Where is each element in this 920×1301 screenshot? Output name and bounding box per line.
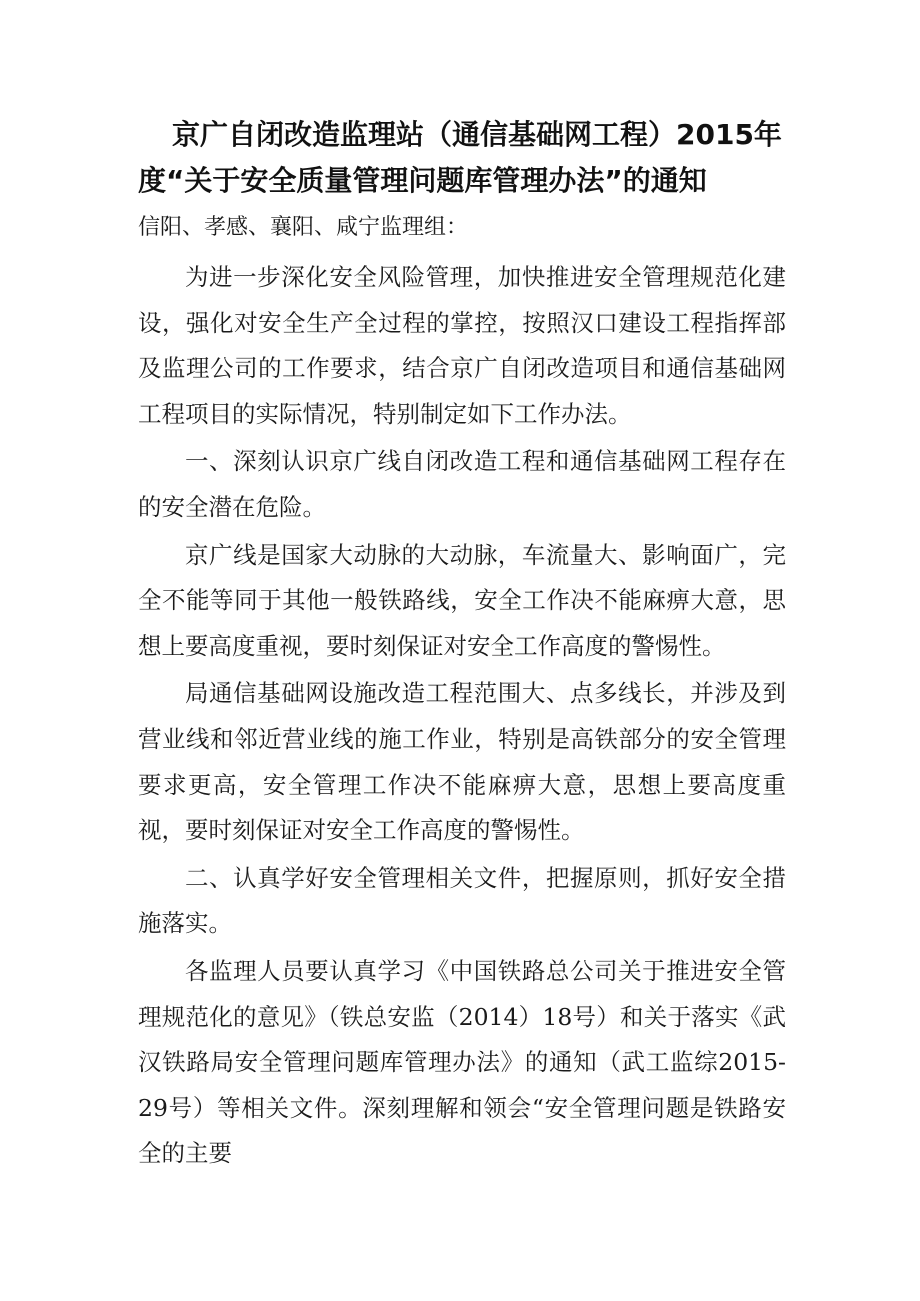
paragraph: 各监理人员要认真学习《中国铁路总公司关于推进安全管理规范化的意见》（铁总安监（2014）18号）和关于落实《武汉铁路局安全管理问题库管理办法》的通知（武工监综2015-29号）等相关文件。深刻理解和领会“安全管理问题是铁路安全的主要: [138, 956, 786, 1168]
section-heading-2: 二、认真学好安全管理相关文件，把握原则，抓好安全措施落实。: [138, 863, 786, 938]
salutation: 信阳、孝感、襄阳、咸宁监理组：: [138, 215, 469, 240]
paragraph: 京广线是国家大动脉的大动脉，车流量大、影响面广，完全不能等同于其他一般铁路线，安全工作决不能麻痹大意，思想上要高度重视，要时刻保证对安全工作高度的警惕性。: [138, 540, 786, 660]
paragraph-intro: 为进一步深化安全风险管理，加快推进安全管理规范化建设，强化对安全生产全过程的掌控，按照汉口建设工程指挥部及监理公司的工作要求，结合京广自闭改造项目和通信基础网工程项目的实际情况，特别制定如下工作办法。: [138, 263, 786, 428]
title-line-1: 京广自闭改造监理站（通信基础网工程）2015年度“关: [138, 118, 782, 197]
document-title: [138, 112, 786, 204]
section-heading-1: 一、深刻认识京广线自闭改造工程和通信基础网工程存在的安全潜在危险。: [138, 447, 786, 521]
paragraph: 局通信基础网设施改造工程范围大、点多线长，并涉及到营业线和邻近营业线的施工作业，特别是高铁部分的安全管理要求更高，安全管理工作决不能麻痹大意，思想上要高度重视，要时刻保证对安全工作高度的警惕性。: [138, 679, 786, 845]
document-body: [138, 255, 786, 1179]
title-line-2: 于安全质量管理问题库管理办法”的通知: [212, 164, 707, 197]
